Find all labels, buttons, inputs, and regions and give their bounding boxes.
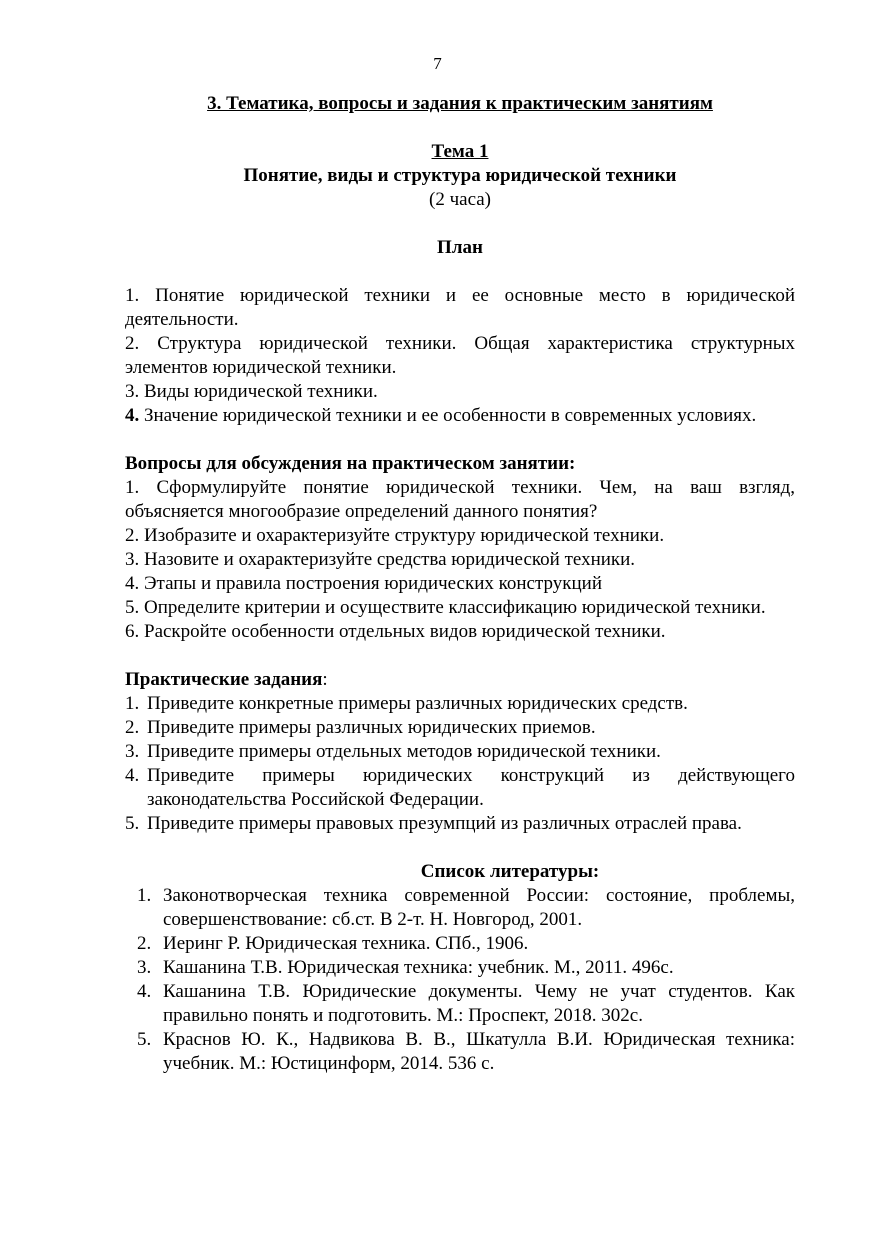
plan-item-number: 3.: [125, 381, 140, 402]
plan-item: [125, 380, 795, 404]
question-item: [125, 548, 795, 572]
question-item-number: 6.: [125, 621, 140, 642]
plan-item-text: Понятие юридической техники и ее основные место в юридической деятельности.: [125, 285, 796, 330]
reference-item-text: Кашанина Т.В. Юридические документы. Чему не учат студентов. Как правильно понять и подготовить. М.: Проспект, 2018. 302с.: [163, 981, 795, 1026]
task-item-text: Приведите примеры отдельных методов юридической техники.: [147, 741, 661, 762]
plan-item-number: 4.: [125, 405, 140, 426]
task-item: [125, 716, 795, 740]
question-item-text: Сформулируйте понятие юридической техники. Чем, на ваш взгляд, объясняется многообразие определений данного понятия?: [125, 477, 796, 522]
references-list: [125, 884, 795, 1076]
reference-item-number: 4.: [137, 981, 152, 1002]
questions-heading: Вопросы для обсуждения на практическом занятии:: [125, 453, 576, 474]
references-heading: Список литературы:: [420, 861, 600, 882]
reference-item: [125, 980, 795, 1028]
task-item-number: 5.: [125, 813, 140, 834]
tasks-heading: Практические задания: [125, 669, 323, 690]
topic-hours: (2 часа): [429, 189, 491, 210]
reference-item: [125, 956, 795, 980]
task-item-text: Приведите конкретные примеры различных юридических средств.: [147, 693, 688, 714]
plan-item-number: 1.: [125, 285, 140, 306]
task-item-text: Приведите примеры различных юридических приемов.: [147, 717, 596, 738]
reference-item-text: Законотворческая техника современной России: состояние, проблемы, совершенствование: сб.ст. В 2-т. Н. Новгород, 2001.: [163, 885, 795, 930]
task-item: [125, 764, 795, 812]
question-item-text: Раскройте особенности отдельных видов юридической техники.: [144, 621, 666, 642]
reference-item: [125, 884, 795, 932]
task-item-number: 2.: [125, 717, 140, 738]
question-item: [125, 524, 795, 548]
plan-item-number: 2.: [125, 333, 140, 354]
reference-item-number: 1.: [137, 885, 152, 906]
question-item: [125, 572, 795, 596]
plan-item: [125, 284, 795, 332]
plan-item-text: Значение юридической техники и ее особенности в современных условиях.: [144, 405, 757, 426]
question-item-number: 1.: [125, 477, 140, 498]
task-item-number: 3.: [125, 741, 140, 762]
question-item: [125, 620, 795, 644]
task-item-text: Приведите примеры юридических конструкций из действующего законодательства Российской Федерации.: [147, 765, 795, 810]
question-item-text: Определите критерии и осуществите классификацию юридической техники.: [144, 597, 766, 618]
question-item-number: 4.: [125, 573, 140, 594]
question-item: [125, 476, 795, 524]
questions-list: [125, 476, 795, 644]
page-number: 7: [433, 54, 442, 73]
reference-item: [125, 1028, 795, 1076]
plan-item: [125, 332, 795, 380]
question-item-number: 3.: [125, 549, 140, 570]
tasks-list: [125, 692, 795, 836]
task-item-number: 4.: [125, 765, 140, 786]
question-item-text: Назовите и охарактеризуйте средства юридической техники.: [144, 549, 636, 570]
tasks-heading-line: [125, 668, 795, 692]
plan-item-text: Структура юридической техники. Общая характеристика структурных элементов юридической техники.: [125, 333, 796, 378]
reference-item-text: Иеринг Р. Юридическая техника. СПб., 1906.: [163, 933, 529, 954]
reference-item: [125, 932, 795, 956]
question-item: [125, 596, 795, 620]
reference-item-text: Кашанина Т.В. Юридическая техника: учебник. М., 2011. 496с.: [163, 957, 674, 978]
question-item-text: Изобразите и охарактеризуйте структуру юридической техники.: [144, 525, 665, 546]
plan-heading: План: [437, 237, 483, 258]
task-item-number: 1.: [125, 693, 140, 714]
question-item-number: 5.: [125, 597, 140, 618]
reference-item-text: Краснов Ю. К., Надвикова В. В., Шкатулла В.И. Юридическая техника: учебник. М.: Юстицинформ, 2014. 536 с.: [163, 1029, 795, 1074]
question-item-text: Этапы и правила построения юридических конструкций: [144, 573, 602, 594]
task-item-text: Приведите примеры правовых презумпций из различных отраслей права.: [147, 813, 742, 834]
plan-list: [125, 284, 795, 428]
topic-title: Понятие, виды и структура юридической техники: [243, 165, 677, 186]
reference-item-number: 2.: [137, 933, 152, 954]
plan-item-text: Виды юридической техники.: [144, 381, 378, 402]
task-item: [125, 740, 795, 764]
reference-item-number: 5.: [137, 1029, 152, 1050]
tasks-heading-suffix: :: [322, 669, 328, 690]
page-content: [125, 92, 795, 1076]
task-item: [125, 812, 795, 836]
topic-number: Тема 1: [431, 141, 489, 162]
section-title: 3. Тематика, вопросы и задания к практическим занятиям: [207, 93, 713, 114]
task-item: [125, 692, 795, 716]
reference-item-number: 3.: [137, 957, 152, 978]
plan-item: [125, 404, 795, 428]
question-item-number: 2.: [125, 525, 140, 546]
